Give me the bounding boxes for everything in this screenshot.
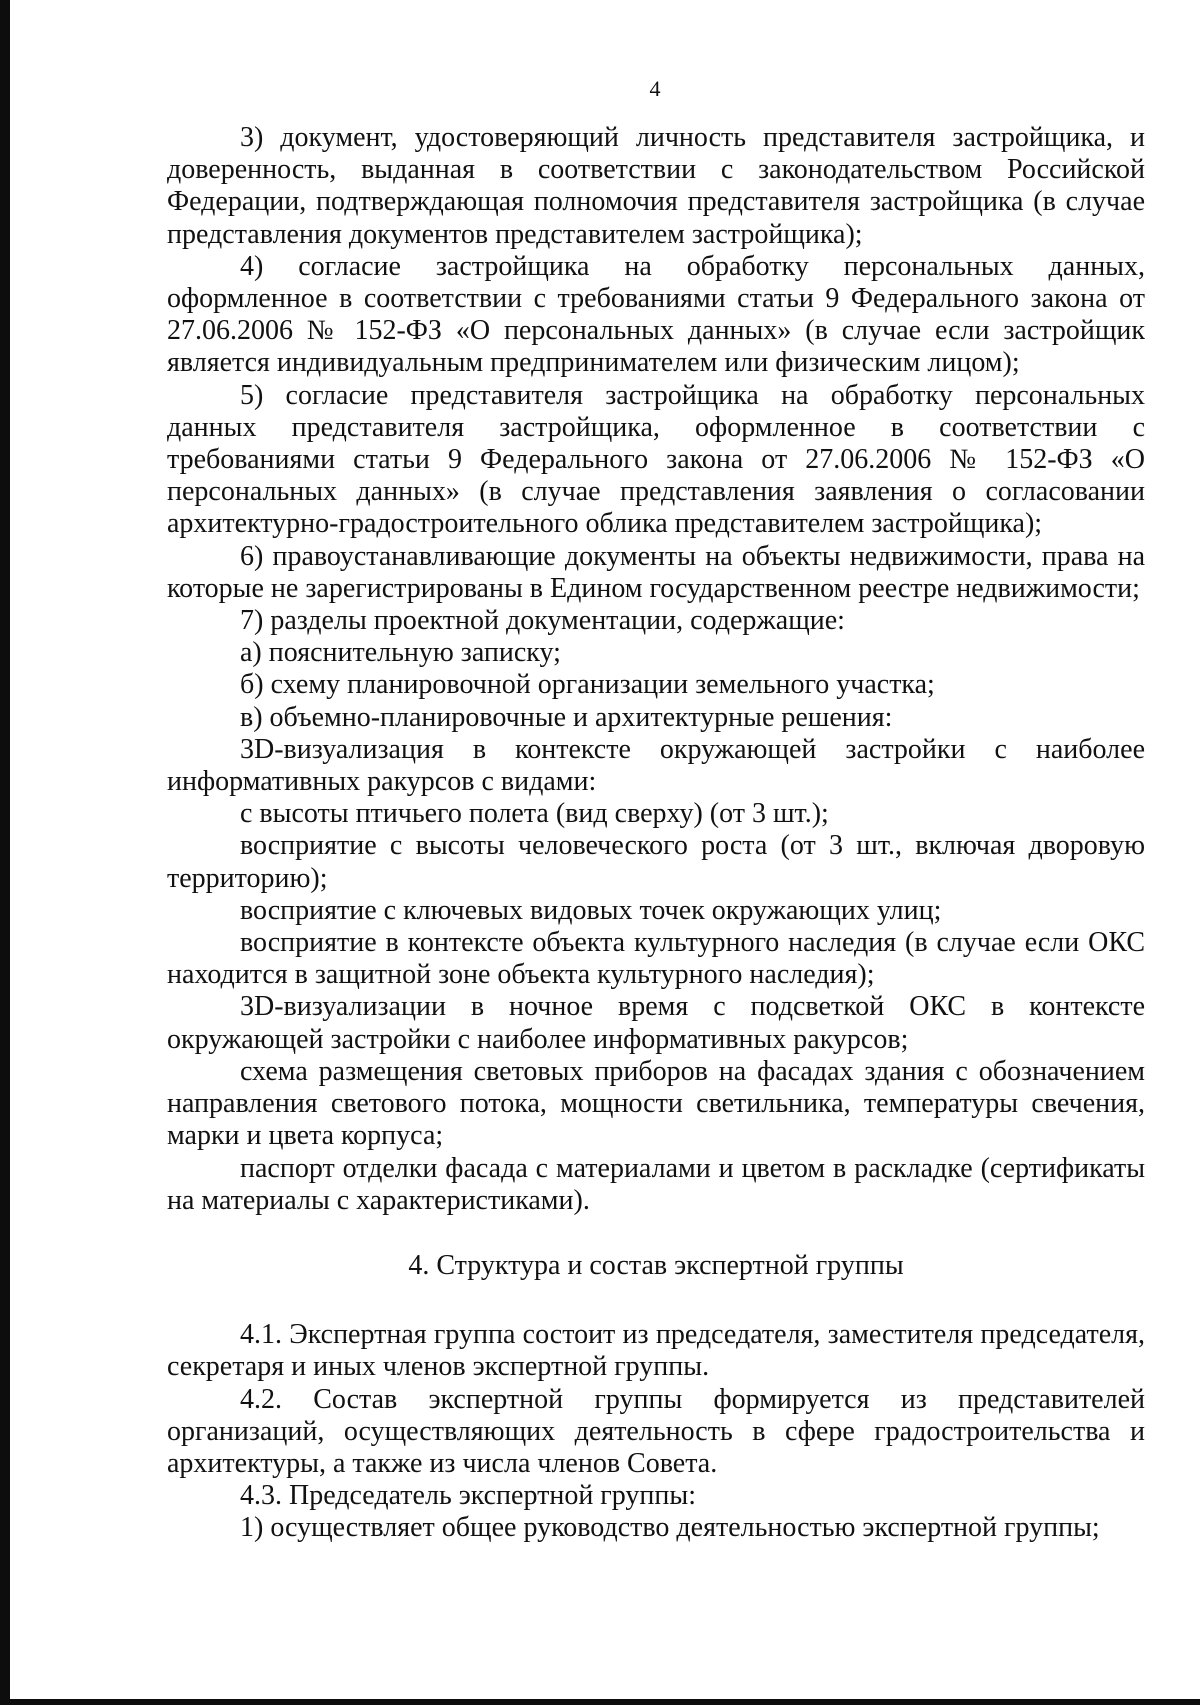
paragraph: 4.2. Состав экспертной группы формируется из представителей организаций, осуществляющих деятельность в сфере градостроительства и архитектуры, а также из числа членов Совета. (167, 1383, 1145, 1479)
document-body (167, 122, 1145, 1545)
paragraph: 3D-визуализации в ночное время с подсветкой ОКС в контексте окружающей застройки с наиболее информативных ракурсов; (167, 991, 1145, 1055)
paragraph: 4.3. Председатель экспертной группы: (240, 1480, 696, 1512)
paragraph: 6) правоустанавливающие документы на объекты недвижимости, права на которые не зарегистрированы в Едином государственном реестре недвижимости; (167, 540, 1145, 604)
paragraph: 5) согласие представителя застройщика на обработку персональных данных представителя застройщика, оформленное в соответствии с требованиями статьи 9 Федерального закона от 27.06.2006 № 152-ФЗ «О персональных данных» (в случае представления заявления о согласовании архитектурно-градостроительного облика представителем застройщика); (167, 379, 1145, 540)
paragraph: 7) разделы проектной документации, содержащие: (240, 605, 845, 637)
paragraph: восприятие в контексте объекта культурного наследия (в случае если ОКС находится в защитной зоне объекта культурного наследия); (167, 927, 1145, 991)
paragraph: с высоты птичьего полета (вид сверху) (от 3 шт.); (240, 798, 829, 830)
paragraph: 1) осуществляет общее руководство деятельностью экспертной группы; (240, 1512, 1100, 1544)
paragraph: восприятие с ключевых видовых точек окружающих улиц; (240, 894, 942, 926)
scan-edge-bottom (0, 1699, 1200, 1705)
paragraph: восприятие с высоты человеческого роста (от 3 шт., включая дворовую территорию); (167, 830, 1145, 894)
paragraph: в) объемно-планировочные и архитектурные решения: (240, 701, 893, 733)
section-heading: 4. Структура и состав экспертной группы (408, 1249, 904, 1281)
paragraph: паспорт отделки фасада с материалами и цветом в раскладке (сертификаты на материалы с характеристиками). (167, 1152, 1145, 1216)
paragraph: 4) согласие застройщика на обработку персональных данных, оформленное в соответствии с требованиями статьи 9 Федерального закона от 27.06.2006 № 152-ФЗ «О персональных данных» (в случае если застройщик является индивидуальным предпринимателем или физическим лицом); (167, 250, 1145, 379)
paragraph: 4.1. Экспертная группа состоит из председателя, заместителя председателя, секретаря и иных членов экспертной группы. (167, 1319, 1145, 1383)
scan-edge-left (0, 0, 10, 1705)
page-number: 4 (649, 76, 661, 101)
paragraph: 3) документ, удостоверяющий личность представителя застройщика, и доверенность, выданная в соответствии с законодательством Российской Федерации, подтверждающая полномочия представителя застройщика (в случае представления документов представителем застройщика); (167, 122, 1145, 250)
paragraph: схема размещения световых приборов на фасадах здания с обозначением направления светового потока, мощности светильника, температуры свечения, марки и цвета корпуса; (167, 1055, 1145, 1152)
paragraph: а) пояснительную записку; (240, 637, 561, 669)
paragraph: 3D-визуализация в контексте окружающей застройки с наиболее информативных ракурсов с видами: (167, 733, 1145, 798)
paragraph: б) схему планировочной организации земельного участка; (240, 669, 935, 701)
